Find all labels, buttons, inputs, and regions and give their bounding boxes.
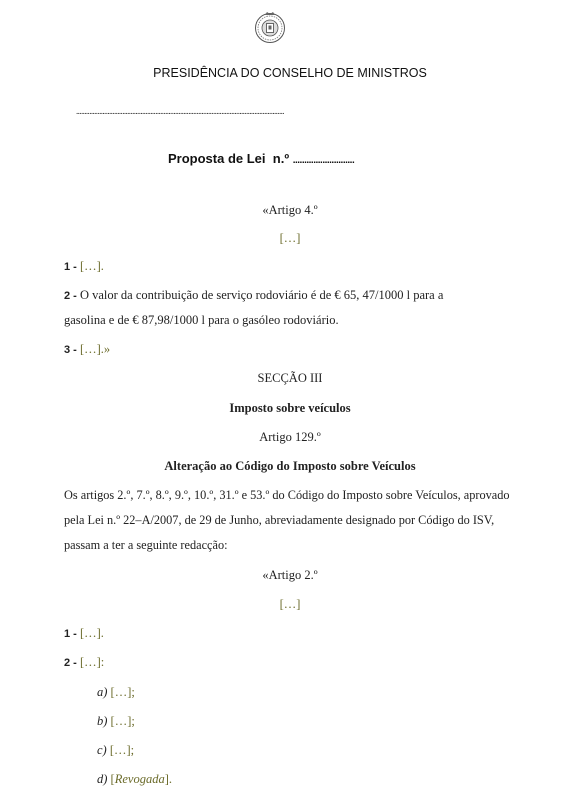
paragraph-line: pela Lei n.º 22–A/2007, de 29 de Junho, abreviadamente designado por Código do ISV, (64, 513, 495, 527)
list-item (64, 260, 104, 273)
article-129-title: Alteração ao Código do Imposto sobre Veículos (164, 459, 416, 473)
list-item (64, 343, 110, 356)
list-item (64, 289, 443, 302)
sub-item-text: […]; (110, 685, 135, 699)
proposal-number-label: n.º (272, 151, 290, 166)
item-number: 2 - (64, 290, 77, 302)
article-4-ellipsis: […] (279, 231, 301, 245)
sub-item (97, 715, 135, 728)
section-subheading: Imposto sobre veículos (229, 401, 351, 415)
item-text: […].» (79, 342, 111, 356)
article-2-ellipsis: […] (279, 597, 301, 611)
sub-item (97, 773, 172, 786)
proposal-number-blank: ........................... (292, 155, 355, 166)
article-4-heading: «Artigo 4.º (262, 203, 318, 217)
paragraph-line: Os artigos 2.º, 7.º, 8.º, 9.º, 10.º, 31.º e 53.º do Código do Imposto sobre Veículos, aprovado (64, 488, 510, 502)
sub-item-letter: a) (97, 685, 108, 699)
dotted-rule: .............................................................................................................................. (76, 106, 284, 116)
list-item (64, 627, 104, 640)
item-text-continued: gasolina e de € 87,98/1000 l para o gasóleo rodoviário. (64, 313, 339, 327)
article-129-heading: Artigo 129.º (259, 430, 321, 444)
sub-item (97, 744, 134, 757)
sub-item-text: […]; (109, 743, 135, 757)
section-heading: SECÇÃO III (257, 371, 323, 385)
item-number: 1 - (64, 261, 77, 273)
paragraph-line: passam a ter a seguinte redacção: (64, 538, 228, 552)
sub-item-letter: b) (97, 714, 108, 728)
item-text: […]. (79, 626, 104, 640)
sub-item-text: […]; (110, 714, 135, 728)
item-number: 3 - (64, 344, 77, 356)
proposal-label: Proposta de Lei (168, 151, 266, 166)
proposal-title (168, 151, 354, 166)
sub-item-letter: d) (97, 772, 108, 786)
article-2-heading: «Artigo 2.º (262, 568, 318, 582)
crest-icon (254, 10, 286, 46)
ministry-title: PRESIDÊNCIA DO CONSELHO DE MINISTROS (153, 66, 427, 80)
sub-item-text: [Revogada]. (110, 772, 172, 786)
list-item (64, 656, 104, 669)
item-text: O valor da contribuição de serviço rodoviário é de € 65, 47/1000 l para a (79, 288, 444, 302)
item-text: […]. (79, 259, 104, 273)
sub-item-letter: c) (97, 743, 107, 757)
item-text: […]: (79, 655, 105, 669)
item-number: 2 - (64, 657, 77, 669)
sub-item (97, 686, 135, 699)
item-number: 1 - (64, 628, 77, 640)
